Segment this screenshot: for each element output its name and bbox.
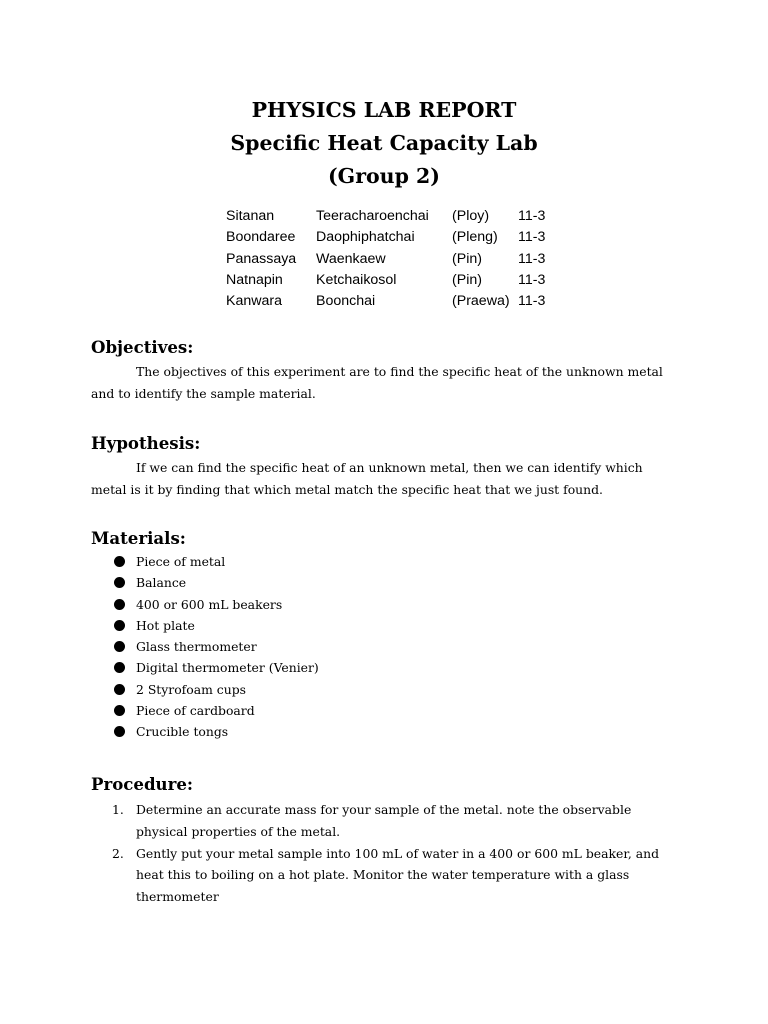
bullet-icon bbox=[114, 599, 125, 610]
list-item bbox=[91, 657, 691, 678]
member-first-name: Panassaya bbox=[226, 250, 297, 267]
member-row bbox=[226, 291, 556, 312]
member-first-name: Natnapin bbox=[226, 271, 283, 288]
step-number: 2. bbox=[112, 845, 124, 861]
bullet-icon bbox=[114, 577, 125, 588]
member-nickname: (Pin) bbox=[452, 250, 482, 267]
member-last-name: Waenkaew bbox=[316, 250, 386, 267]
list-item bbox=[91, 843, 691, 908]
bullet-icon bbox=[114, 726, 125, 737]
materials-section bbox=[91, 527, 691, 743]
objectives-line: The objectives of this experiment are to find the specific heat of the unknown metal bbox=[136, 364, 663, 379]
member-nickname: (Pleng) bbox=[452, 229, 498, 246]
member-first-name: Boondaree bbox=[226, 229, 296, 246]
member-class: 11-3 bbox=[518, 250, 546, 267]
step-line: physical properties of the metal. bbox=[136, 823, 341, 839]
step-number: 1. bbox=[112, 802, 124, 817]
member-row bbox=[226, 249, 556, 270]
bullet-icon bbox=[114, 662, 125, 673]
group-members bbox=[226, 206, 556, 312]
procedure-heading: Procedure: bbox=[91, 774, 194, 794]
objectives-line: and to identify the sample material. bbox=[91, 386, 316, 401]
member-class: 11-3 bbox=[518, 229, 546, 246]
objectives-heading: Objectives: bbox=[91, 337, 194, 357]
hypothesis-line: metal is it by finding that which metal match the specific heat that we just found. bbox=[91, 482, 603, 497]
materials-list bbox=[91, 551, 691, 743]
member-last-name: Teeracharoenchai bbox=[316, 208, 429, 224]
bullet-icon bbox=[114, 641, 125, 652]
step-line: Determine an accurate mass for your sample of the metal. note the observable bbox=[136, 802, 632, 817]
list-item bbox=[91, 594, 691, 615]
report-header bbox=[0, 94, 768, 193]
bullet-icon bbox=[114, 705, 125, 716]
step-line: heat this to boiling on a hot plate. Monitor the water temperature with a glass bbox=[136, 867, 630, 883]
member-row bbox=[226, 270, 556, 291]
member-nickname: (Pin) bbox=[452, 271, 482, 288]
member-nickname: (Ploy) bbox=[452, 208, 490, 224]
member-last-name: Ketchaikosol bbox=[316, 271, 397, 288]
report-title: PHYSICS LAB REPORT bbox=[251, 98, 517, 122]
member-last-name: Daophiphatchai bbox=[316, 229, 415, 246]
bullet-icon bbox=[114, 620, 125, 631]
member-first-name: Kanwara bbox=[226, 293, 282, 310]
material-label: Digital thermometer (Venier) bbox=[136, 660, 319, 676]
material-label: Piece of metal bbox=[136, 554, 226, 569]
report-group: (Group 2) bbox=[327, 164, 441, 188]
hypothesis-section bbox=[91, 432, 691, 501]
objectives-text bbox=[91, 361, 691, 405]
member-nickname: (Praewa) bbox=[452, 293, 510, 310]
material-label: 2 Styrofoam cups bbox=[136, 681, 247, 697]
step-line: thermometer bbox=[136, 889, 219, 905]
procedure-section bbox=[91, 773, 691, 908]
material-label: Hot plate bbox=[136, 617, 195, 633]
material-label: Crucible tongs bbox=[136, 724, 229, 740]
bullet-icon bbox=[114, 684, 125, 695]
member-row bbox=[226, 227, 556, 248]
member-class: 11-3 bbox=[518, 271, 546, 288]
list-item bbox=[91, 799, 691, 843]
member-class: 11-3 bbox=[518, 293, 546, 310]
list-item bbox=[91, 700, 691, 721]
hypothesis-heading: Hypothesis: bbox=[91, 433, 201, 453]
hypothesis-line: If we can find the specific heat of an unknown metal, then we can identify which bbox=[136, 460, 643, 475]
material-label: 400 or 600 mL beakers bbox=[136, 596, 283, 612]
material-label: Balance bbox=[136, 575, 187, 591]
materials-heading: Materials: bbox=[91, 528, 186, 548]
hypothesis-text bbox=[91, 457, 691, 501]
list-item bbox=[91, 615, 691, 636]
list-item bbox=[91, 572, 691, 593]
member-last-name: Boonchai bbox=[316, 293, 376, 310]
bullet-icon bbox=[114, 556, 125, 567]
report-subtitle: Specific Heat Capacity Lab bbox=[230, 131, 538, 155]
objectives-section bbox=[91, 336, 691, 405]
material-label: Glass thermometer bbox=[136, 639, 257, 655]
list-item bbox=[91, 721, 691, 742]
list-item bbox=[91, 636, 691, 657]
list-item bbox=[91, 551, 691, 572]
procedure-list bbox=[91, 799, 691, 908]
list-item bbox=[91, 679, 691, 700]
member-row bbox=[226, 206, 556, 227]
step-line: Gently put your metal sample into 100 mL of water in a 400 or 600 mL beaker, and bbox=[136, 845, 660, 861]
material-label: Piece of cardboard bbox=[136, 703, 255, 719]
member-class: 11-3 bbox=[518, 208, 546, 224]
member-first-name: Sitanan bbox=[226, 208, 275, 224]
